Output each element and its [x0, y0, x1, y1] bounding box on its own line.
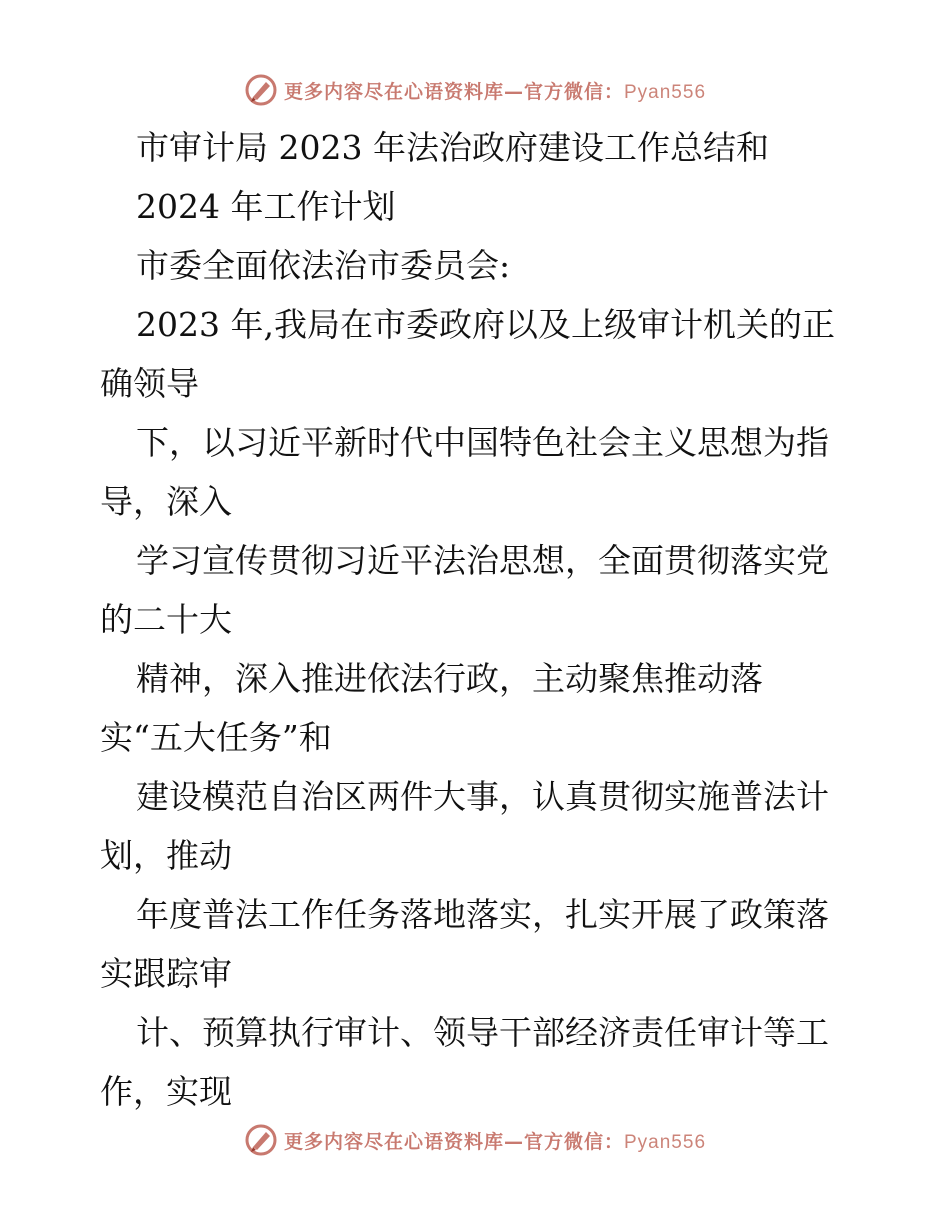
body-line: 计、预算执行审计、领导干部经济责任审计等工	[136, 1013, 829, 1052]
body-line: 实跟踪审	[100, 954, 232, 993]
top-watermark	[0, 70, 950, 110]
body-line: 年度普法工作任务落地落实，扎实开展了政策落	[136, 895, 829, 934]
body-line: 学习宣传贯彻习近平法治思想，全面贯彻落实党	[136, 541, 829, 580]
watermark-label: 更多内容尽在心语资料库—官方微信：	[283, 80, 624, 103]
body-line: 实“五大任务”和	[100, 718, 332, 757]
watermark-text	[284, 1127, 706, 1154]
watermark-label: 更多内容尽在心语资料库—官方微信：	[283, 1130, 624, 1153]
body-line: 2023 年,我局在市委政府以及上级审计机关的正	[136, 305, 835, 344]
body-line: 导，深入	[100, 482, 232, 521]
watermark-handle: Pyan556	[624, 81, 707, 103]
body-line: 下，以习近平新时代中国特色社会主义思想为指	[136, 423, 829, 462]
doc-title-line-2: 2024 年工作计划	[136, 187, 396, 226]
body-line: 作，实现	[100, 1072, 232, 1111]
body-line: 确领导	[100, 364, 199, 403]
body-line: 的二十大	[100, 600, 232, 639]
addressee-line: 市委全面依法治市委员会:	[136, 246, 511, 285]
bottom-watermark	[0, 1120, 950, 1160]
watermark-text	[284, 77, 706, 104]
body-line: 精神，深入推进依法行政，主动聚焦推动落	[136, 659, 763, 698]
watermark-handle: Pyan556	[624, 1131, 707, 1153]
body-line: 划，推动	[100, 836, 232, 875]
doc-title-line-1: 市审计局 2023 年法治政府建设工作总结和	[136, 128, 769, 167]
pen-logo-icon	[244, 73, 278, 107]
pen-logo-icon	[244, 1123, 278, 1157]
body-line: 建设模范自治区两件大事，认真贯彻实施普法计	[136, 777, 829, 816]
